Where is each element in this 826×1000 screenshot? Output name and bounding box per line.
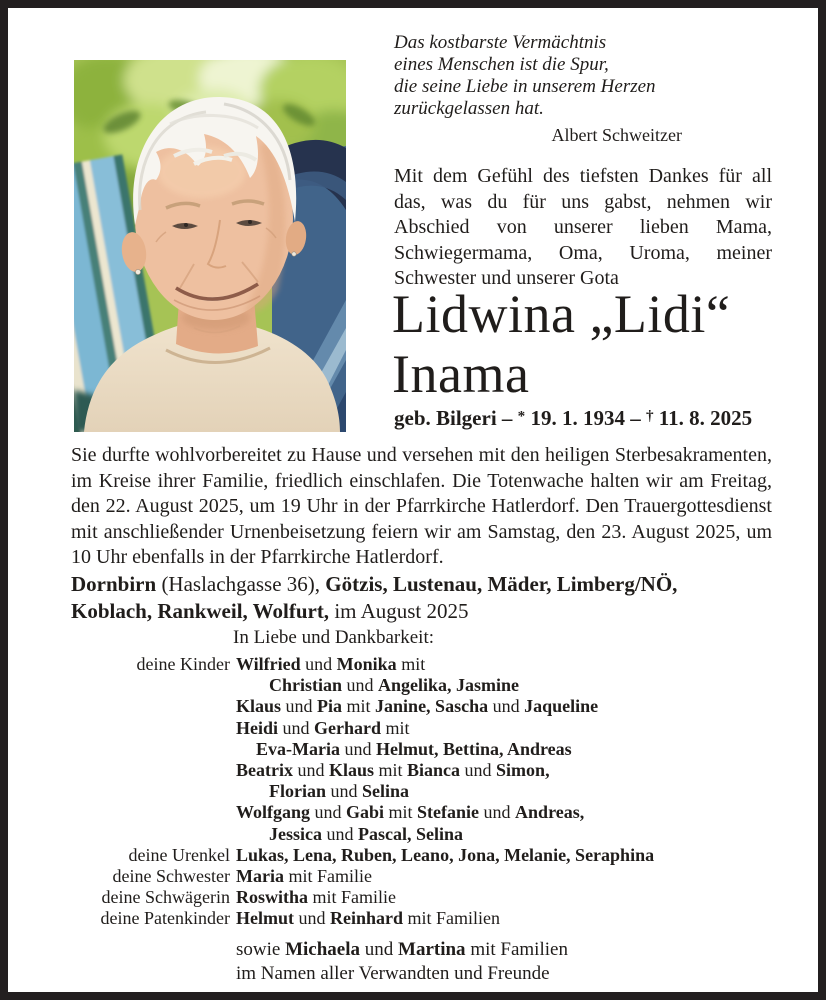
text-segment: mit Familie [308,887,397,908]
text-segment: und [342,675,379,696]
text-segment: mit Familie [283,866,372,887]
text-segment: Angelika, Jasmine [378,675,520,696]
text-segment: und [479,802,516,823]
family-role-label: deine Schwägerin [101,887,230,908]
family-row [63,654,783,845]
life-dates [394,406,752,431]
family-line [236,760,783,781]
text-segment: Florian [269,781,326,802]
announcement-text: Sie durfte wohlvorbereitet zu Hause und versehen mit den heiligen Sterbesakramenten, im Kreise ihrer Familie, friedlich einschlafen. Die Totenwache halten wir am Freitag, den 22. August 2025, um 19 Uhr in der Pfarrkirche Hatlerdorf. Den Trauergottesdienst mit anschließender Urnenbeisetzung feiern wir am Samstag, den 23. August 2025, um 10 Uhr ebenfalls in der Pfarrkirche Hatlerdorf. [71,444,772,568]
text-segment: Stefanie [417,802,480,823]
places-line-1 [71,571,781,598]
text-segment: Jaqueline [524,696,599,717]
final-lines [236,938,568,985]
family-line [236,802,783,823]
text-segment: mit [384,802,418,823]
family-row [63,866,783,887]
places-line-2 [71,598,781,625]
name-line-1: Lidwina „Lidi“ [392,284,731,344]
text-segment: † [645,408,654,425]
text-segment: 11. 8. 2025 [653,406,753,430]
text-segment: Roswitha [236,887,309,908]
family-line [236,675,783,696]
quote-line: eines Menschen ist die Spur, [394,54,609,75]
text-segment: und [292,760,329,781]
text-segment: und [339,738,376,759]
family-line [236,845,783,866]
text-segment: und [310,802,347,823]
text-segment: Klaus [236,696,282,717]
text-segment: 19. 1. 1934 – [525,406,646,430]
earring [135,269,140,274]
text-segment: Jessica [269,823,322,844]
text-segment: Simon, [496,760,550,781]
family-line [236,654,783,675]
family-list [63,654,783,930]
text-segment: Götzis, Lustenau, Mäder, Limberg/NÖ, [325,572,678,596]
text-segment: mit [381,717,410,738]
family-role-label: deine Patenkinder [100,908,230,929]
text-segment: und [281,696,318,717]
family-line [236,696,783,717]
quote-line: zurückgelassen hat. [394,98,544,119]
text-segment: Pia [317,696,343,717]
memorial-quote [394,32,682,146]
text-segment: mit [374,760,408,781]
text-segment: Klaus [328,760,375,781]
text-segment: Reinhard [330,908,404,929]
family-line [236,866,783,887]
text-segment: und [326,781,362,802]
text-segment: Christian [269,675,343,696]
text-segment: Koblach, Rankweil, Wolfurt, [71,599,330,623]
text-segment: Eva-Maria [256,738,340,759]
text-segment: im August 2025 [329,599,469,623]
name-line-2: Inama [392,344,530,404]
text-segment: und [488,696,525,717]
family-line [236,718,783,739]
quote-line: die seine Liebe in unserem Herzen [394,76,656,97]
earring [292,252,296,256]
text-segment: im Namen aller Verwandten und Freunde [236,962,550,984]
family-row [63,908,783,929]
text-segment: Beatrix [236,760,293,781]
text-segment: Helmut [236,908,294,929]
text-segment: Helmut, Bettina, Andreas [375,738,572,759]
text-segment: und [322,823,358,844]
portrait-photo [74,60,346,432]
family-line [236,781,783,802]
text-segment: und [294,908,330,929]
final-line-1 [236,938,568,962]
places-date [71,571,781,625]
text-segment: Maria [236,866,284,887]
text-segment: Martina [398,939,466,960]
closing-line: In Liebe und Dankbarkeit: [233,627,435,648]
text-segment: Monika [336,654,397,674]
quote-attribution: Albert Schweitzer [551,125,682,145]
family-role-label: deine Urenkel [128,844,230,865]
text-segment: Lukas, Lena, Ruben, Leano, Jona, Melanie, Seraphina [236,844,655,865]
text-segment: (Haslachgasse 36), [156,572,326,596]
family-line [236,824,783,845]
text-segment: Gabi [346,802,385,823]
text-segment: Janine, Sascha [375,696,489,717]
family-row [63,887,783,908]
text-segment: Michaela [285,939,361,960]
text-segment: und [278,717,315,738]
text-segment: Dornbirn [71,572,157,596]
intro-text: Mit dem Gefühl des tiefsten Dankes für all das, was du für uns gabst, nehmen wir Abschied von unserer lieben Mama, Schwiegermama, Oma, Uroma, meiner Schwester und unserer Gota [394,165,772,290]
text-segment: geb. Bilgeri – [394,406,518,430]
text-segment: Heidi [236,717,279,738]
family-row [63,845,783,866]
text-segment: und [300,654,337,674]
text-segment: mit [396,654,426,674]
text-segment: sowie [236,939,286,960]
quote-line: Das kostbarste Vermächtnis [394,32,607,53]
text-segment: Pascal, Selina [358,823,464,844]
final-line-2 [236,962,568,986]
text-segment: mit [342,696,376,717]
family-line [236,887,783,908]
text-segment: Wilfried [236,654,301,674]
text-segment: Gerhard [314,717,382,738]
family-role-label: deine Kinder [136,654,230,674]
text-segment: und [360,939,399,960]
family-role-label: deine Schwester [112,866,230,887]
text-segment: Bianca [407,760,461,781]
text-segment: * [517,408,526,425]
text-segment: Selina [362,781,410,802]
text-segment: Andreas, [515,802,585,823]
family-line [236,908,783,929]
deceased-name [392,284,792,404]
text-segment: mit Familien [465,939,568,960]
text-segment: und [460,760,497,781]
text-segment: Wolfgang [236,802,311,823]
family-line [236,739,783,760]
text-segment: mit Familien [403,908,501,929]
